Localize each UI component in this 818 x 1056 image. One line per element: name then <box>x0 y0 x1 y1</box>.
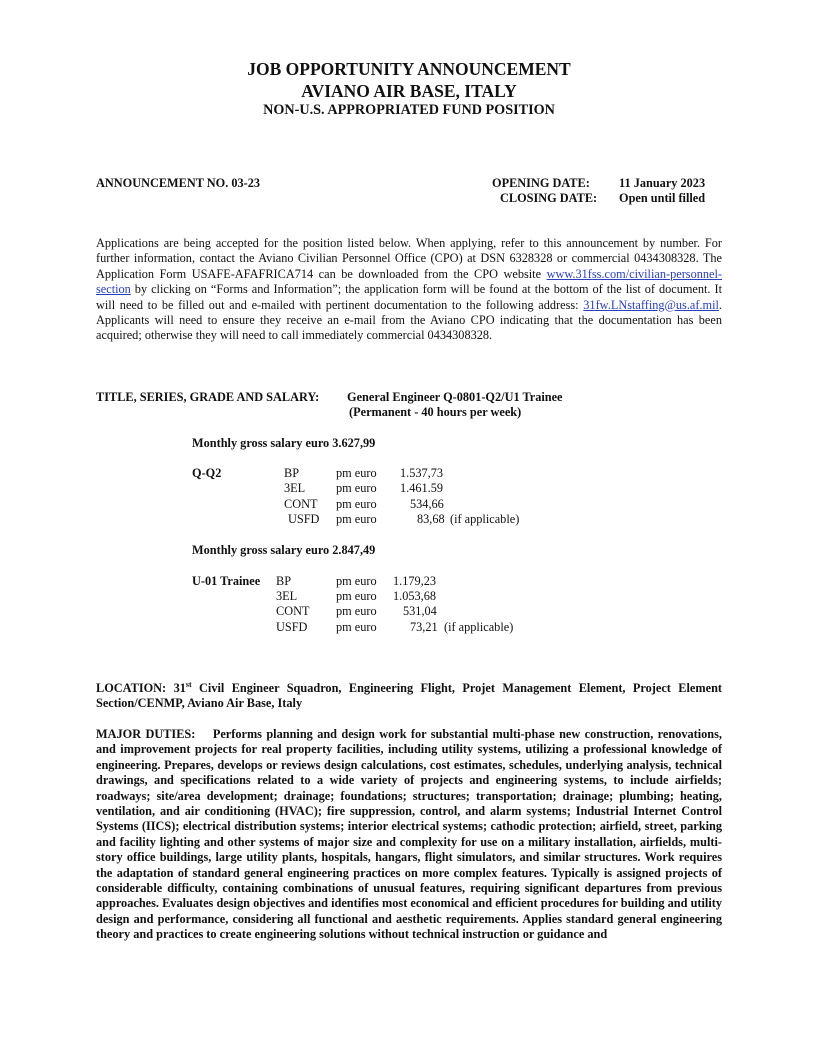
header-title: JOB OPPORTUNITY ANNOUNCEMENT <box>247 59 571 79</box>
salary-code: BP <box>284 466 300 480</box>
title-subtitle: (Permanent - 40 hours per week) <box>349 405 522 419</box>
intro-text-2: by clicking on “Forms and Information”; the application form will be found at the bottom of the list of document. It will need to be filled out and e-mailed with pertinent documentation to the following address: <box>96 282 722 312</box>
salary-amount: 531,04 <box>403 604 437 618</box>
salary-unit: pm euro <box>336 604 377 618</box>
salary-code: 3EL <box>284 481 306 495</box>
salary-code: CONT <box>284 497 318 511</box>
salary-code: USFD <box>276 620 308 634</box>
salary-code: CONT <box>276 604 310 618</box>
header-location: AVIANO AIR BASE, ITALY <box>301 81 517 101</box>
duties-text: Performs planning and design work for substantial multi-phase new construction, renovations, and improvement projects for real property facilities, including utility systems, utilizing a professional knowledge of engineering. Prepares, develops or reviews design calculations, cost estimates, schedules, underlying analysis, technical drawings, and specifications related to a wide variety of projects and engineering systems, to include airfields; roadways; site/area development; drainage; foundations; structures; transportation; drainage; plumbing; heating, ventilation, and air conditioning (HVAC); fire suppression, control, and alarm systems; Industrial Internet Control Systems (IICS); electrical distribution systems; interior electrical systems; cathodic protection; airfield, street, parking and facility lighting and other systems of major size and complexity for use on a military installation, airfields, multi-story office buildings, large utility plants, hospitals, hangars, flight simulators, and similar structures. Work requires the adaptation of standard general engineering practices on more complex features. Typically is assigned projects of considerable difficulty, containing combinations of unusual features, requiring significant departures from previous approaches. Evaluates design objectives and identifies most economical and efficient procedures for building and utility design and performance, considering all functional and aesthetic requirements. Applies standard general engineering theory and practices to create engineering solutions without technical instruction or guidance and <box>96 727 722 942</box>
grade-q2: Q-Q2 <box>192 466 222 480</box>
salary-code: 3EL <box>276 589 298 603</box>
salary-code: USFD <box>288 512 320 526</box>
salary-note: (if applicable) <box>450 512 520 526</box>
salary-unit: pm euro <box>336 466 377 480</box>
location-label: LOCATION: <box>96 681 167 695</box>
header-subtitle: NON-U.S. APPROPRIATED FUND POSITION <box>263 102 555 118</box>
salary-amount: 1.461.59 <box>400 481 444 495</box>
salary-unit: pm euro <box>336 512 377 526</box>
salary-amount: 1.053,68 <box>393 589 437 603</box>
salary-note: (if applicable) <box>444 620 514 634</box>
salary-code: BP <box>276 574 292 588</box>
cpo-website-link[interactable]: www.31fss.com/civilian-personnel-section <box>96 266 722 297</box>
staffing-email-link[interactable]: 31fw.LNstaffing@us.af.mil <box>583 297 719 312</box>
salary-amount: 1.537,73 <box>400 466 444 480</box>
gross-salary-u1: Monthly gross salary euro 2.847,49 <box>192 543 376 557</box>
grade-u1: U-01 Trainee <box>192 574 261 588</box>
location-text: Civil Engineer Squadron, Engineering Flight, Projet Management Element, Project Element Section/CENMP, Aviano Air Base, Italy <box>96 681 723 711</box>
intro-text-3: . Applicants will need to ensure they receive an e-mail from the Aviano CPO indicating that the documentation has been acquired; otherwise they will need to call immediately commercial 0434308328. <box>96 297 722 343</box>
intro-text-1: Applications are being accepted for the position listed below. When applying, refer to this announcement by number. For further information, contact the Aviano Civilian Personnel Office (CPO) at DSN 6328328 or commercial 0434308328. The Application Form USAFE-AFAFRICA714 can be downloaded from the CPO website <box>96 236 722 281</box>
closing-date-value: Open until filled <box>619 191 706 205</box>
title-label: TITLE, SERIES, GRADE AND SALARY: <box>96 390 320 404</box>
gross-salary-q2: Monthly gross salary euro 3.627,99 <box>192 436 376 450</box>
salary-amount: 73,21 <box>410 620 438 634</box>
salary-unit: pm euro <box>336 620 377 634</box>
salary-amount: 83,68 <box>417 512 445 526</box>
location-number: 31 <box>173 681 186 695</box>
location-superscript: st <box>185 679 192 689</box>
announcement-number: ANNOUNCEMENT NO. 03-23 <box>96 176 261 190</box>
opening-date-label: OPENING DATE: <box>492 176 590 190</box>
title-value: General Engineer Q-0801-Q2/U1 Trainee <box>347 390 563 404</box>
salary-unit: pm euro <box>336 481 377 495</box>
opening-date-value: 11 January 2023 <box>619 176 706 190</box>
salary-unit: pm euro <box>336 589 377 603</box>
closing-date-label: CLOSING DATE: <box>500 191 598 205</box>
location-paragraph <box>96 681 722 712</box>
intro-paragraph <box>96 236 722 344</box>
salary-unit: pm euro <box>336 574 377 588</box>
salary-amount: 534,66 <box>410 497 444 511</box>
salary-amount: 1.179,23 <box>393 574 437 588</box>
duties-label: MAJOR DUTIES: <box>96 727 196 741</box>
salary-unit: pm euro <box>336 497 377 511</box>
duties-paragraph <box>96 727 722 943</box>
